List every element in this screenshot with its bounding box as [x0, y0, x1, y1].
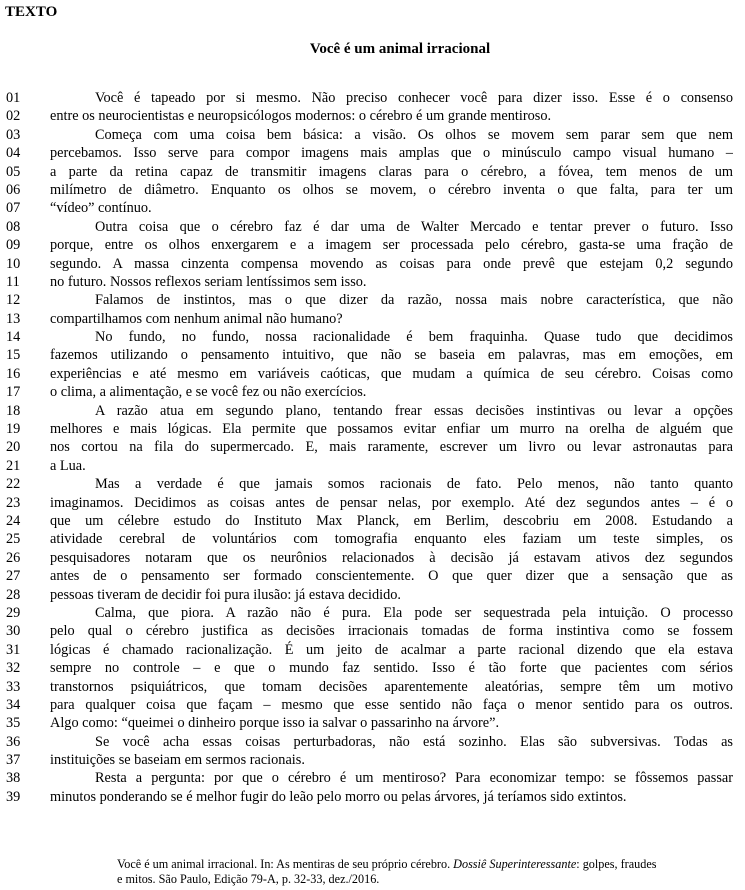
line-text: pessoas tiveram de decidir foi pura ilusão: já estava decidido. — [50, 586, 401, 603]
line-number: 06 — [6, 181, 21, 198]
line-number: 38 — [6, 770, 21, 787]
line-text: a parte da retina capaz de transmitir imagens claras para o cérebro, a fóvea, tem menos de um — [50, 163, 733, 180]
numbered-text-body — [0, 89, 745, 806]
line-number: 15 — [6, 347, 21, 364]
document-title: Você é um animal irracional — [309, 41, 491, 57]
line-number: 10 — [6, 255, 21, 272]
line-number: 13 — [6, 310, 21, 327]
line-text: milímetro de diâmetro. Enquanto os olhos se movem, o cérebro inventa o que falta, para ter um — [50, 181, 733, 198]
line-number: 30 — [6, 623, 21, 640]
line-text: lógicas é chamado racionalização. É um jeito de acalmar a parte racional dizendo que ela estava — [50, 641, 733, 658]
text-line — [0, 494, 745, 512]
line-text: “vídeo” contínuo. — [50, 200, 152, 217]
line-number: 12 — [6, 292, 21, 309]
text-line — [0, 622, 745, 640]
text-line — [0, 586, 745, 604]
text-line — [0, 457, 745, 475]
line-text: Calma, que piora. A razão não é pura. Ela pode ser sequestrada pela intuição. O processo — [95, 604, 733, 621]
text-line — [0, 291, 745, 309]
text-line — [0, 420, 745, 438]
line-text: instituições se baseiam em sermos racionais. — [50, 752, 305, 769]
line-text: a Lua. — [50, 457, 86, 474]
line-number: 01 — [6, 90, 21, 106]
text-line — [0, 604, 745, 622]
text-line — [0, 255, 745, 273]
line-text: Se você acha essas coisas perturbadoras, não está sozinho. Elas são subversivas. Todas as — [95, 733, 733, 750]
line-number: 08 — [6, 218, 21, 235]
text-line — [0, 383, 745, 401]
text-line — [0, 163, 745, 181]
line-number: 23 — [6, 494, 21, 511]
text-line — [0, 641, 745, 659]
line-text: Algo como: “queimei o dinheiro porque isso ia salvar o passarinho na árvore”. — [50, 715, 500, 732]
line-number: 31 — [6, 641, 21, 658]
line-number: 07 — [6, 200, 21, 217]
text-line — [0, 365, 745, 383]
text-line — [0, 678, 745, 696]
text-line — [0, 512, 745, 530]
line-text: no futuro. Nossos reflexos seriam lentíssimos sem isso. — [50, 273, 367, 290]
line-number: 29 — [6, 604, 21, 621]
line-number: 26 — [6, 549, 21, 566]
line-text: Começa com uma coisa bem básica: a visão. Os olhos se movem sem parar sem que nem — [95, 126, 733, 143]
line-text: pelo qual o cérebro justifica as decisões irracionais tomadas de forma instintiva como se fossem — [50, 623, 733, 640]
line-number: 11 — [6, 273, 20, 290]
line-text: No fundo, no fundo, nossa racionalidade é bem fraquinha. Quase tudo que decidimos — [95, 329, 733, 346]
text-line — [0, 567, 745, 585]
line-text: antes de o pensamento ser formado conscientemente. O que quer dizer que a sensação que as — [50, 568, 733, 585]
text-line — [0, 218, 745, 236]
line-text: percebamos. Isso serve para compor imagens mais amplas que o minúsculo campo visual humano – — [50, 145, 733, 162]
line-text: entre os neurocientistas e neuropsicólogos modernos: o cérebro é um grande mentiroso. — [50, 108, 552, 125]
line-text: Resta a pergunta: por que o cérebro é um mentiroso? Para economizar tempo: se fôssemos passar — [95, 770, 733, 787]
text-line — [0, 346, 745, 364]
line-number: 27 — [6, 568, 21, 585]
line-number: 21 — [6, 457, 21, 474]
line-number: 05 — [6, 163, 21, 180]
line-text: atividade cerebral de voluntários com tomografia enquanto eles faziam um teste simples, os — [50, 531, 733, 548]
line-number: 03 — [6, 126, 21, 143]
line-number: 09 — [6, 237, 21, 254]
text-line — [0, 788, 745, 806]
text-line — [0, 475, 745, 493]
line-number: 16 — [6, 365, 21, 382]
line-text: imaginamos. Decidimos as coisas antes de pensar nelas, por exemplo. Até dez segundos antes – é o — [50, 494, 733, 511]
line-number: 02 — [6, 108, 21, 125]
line-text: Você é tapeado por si mesmo. Não preciso conhecer você para dizer isso. Esse é o consenso — [95, 90, 733, 106]
line-number: 24 — [6, 512, 21, 529]
text-line — [0, 328, 745, 346]
line-text: experiências e até mesmo em variáveis caóticas, que mudam a química de seu cérebro. Coisas como — [50, 365, 733, 382]
line-number: 32 — [6, 660, 21, 677]
line-text: A razão atua em segundo plano, tentando frear essas decisões instintivas ou levar a opções — [95, 402, 733, 419]
text-line — [0, 659, 745, 677]
line-number: 18 — [6, 402, 21, 419]
section-label: TEXTO — [5, 4, 58, 20]
text-line — [0, 696, 745, 714]
line-text: o clima, a alimentação, e se você fez ou não exercícios. — [50, 384, 367, 401]
text-line — [0, 549, 745, 567]
line-text: nos cortou na fila do supermercado. E, mais raramente, escrever um livro ou levar astronautas para — [50, 439, 733, 456]
line-number: 33 — [6, 678, 21, 695]
line-number: 22 — [6, 476, 21, 493]
line-text: transtornos psiquiátricos, que tomam decisões aparentemente aleatórias, sempre têm um motivo — [50, 678, 733, 695]
line-text: porque, entre os olhos enxergarem e a imagem ser processada pelo cérebro, gasta-se uma fração de — [50, 237, 733, 254]
text-line — [0, 89, 745, 107]
text-line — [0, 310, 745, 328]
text-line — [0, 236, 745, 254]
line-text: sempre no controle – e que o mundo faz sentido. Isso é tão forte que pacientes com sérios — [50, 660, 733, 677]
line-text: segundo. A massa cinzenta compensa movendo as coisas para onde prevê que estejam 0,2 segundo — [50, 255, 733, 272]
line-number: 34 — [6, 696, 21, 713]
text-line — [0, 714, 745, 732]
text-line — [0, 402, 745, 420]
text-line — [0, 438, 745, 456]
text-line — [0, 733, 745, 751]
line-text: que um célebre estudo do Instituto Max Planck, em Berlim, descobriu em 2008. Estudando a — [50, 512, 733, 529]
line-text: fazemos utilizando o pensamento intuitivo, que não se baseia em palavras, mas em emoções, em — [50, 347, 733, 364]
line-number: 39 — [6, 788, 21, 805]
text-line — [0, 199, 745, 217]
line-text: Outra coisa que o cérebro faz é dar uma de Walter Mercado e tentar prever o futuro. Isso — [95, 218, 733, 235]
citation-second-line: e mitos. São Paulo, Edição 79-A, p. 32-33, dez./2016. — [117, 871, 380, 886]
line-text: Mas a verdade é que jamais somos racionais de fato. Pelo menos, não tanto quanto — [95, 476, 733, 493]
line-number: 17 — [6, 384, 21, 401]
text-line — [0, 769, 745, 787]
text-line — [0, 751, 745, 769]
line-number: 37 — [6, 752, 21, 769]
line-text: para qualquer coisa que façam – mesmo que esse sentido não faça o menor sentido para os outros. — [50, 696, 733, 713]
line-number: 28 — [6, 586, 21, 603]
text-line — [0, 273, 745, 291]
line-text: melhores e mais lógicas. Ela permite que possamos evitar enfiar um murro na orelha de alguém que — [50, 421, 733, 438]
line-number: 19 — [6, 421, 21, 438]
line-number: 35 — [6, 715, 21, 732]
line-number: 04 — [6, 145, 21, 162]
line-number: 14 — [6, 329, 21, 346]
text-line — [0, 181, 745, 199]
line-text: pesquisadores notaram que os neurônios relacionados à decisão já estavam ativos dez segundos — [50, 549, 733, 566]
text-line — [0, 126, 745, 144]
line-number: 25 — [6, 531, 21, 548]
line-text: compartilhamos com nenhum animal não humano? — [50, 310, 343, 327]
citation-suffix: : golpes, fraudes — [576, 857, 657, 871]
line-text: Falamos de instintos, mas o que dizer da razão, nossa mais nobre característica, que não — [95, 292, 733, 309]
text-line — [0, 144, 745, 162]
source-citation — [117, 857, 737, 887]
citation-prefix: Você é um animal irracional. In: As mentiras de seu próprio cérebro. — [117, 857, 454, 871]
line-number: 36 — [6, 733, 21, 750]
line-text: minutos ponderando se é melhor fugir do leão pelo morro ou pelas árvores, já teríamos sido extintos. — [50, 788, 627, 805]
text-line — [0, 530, 745, 548]
line-number: 20 — [6, 439, 21, 456]
text-line — [0, 107, 745, 125]
citation-publication: Dossiê Superinteressante — [453, 857, 577, 871]
